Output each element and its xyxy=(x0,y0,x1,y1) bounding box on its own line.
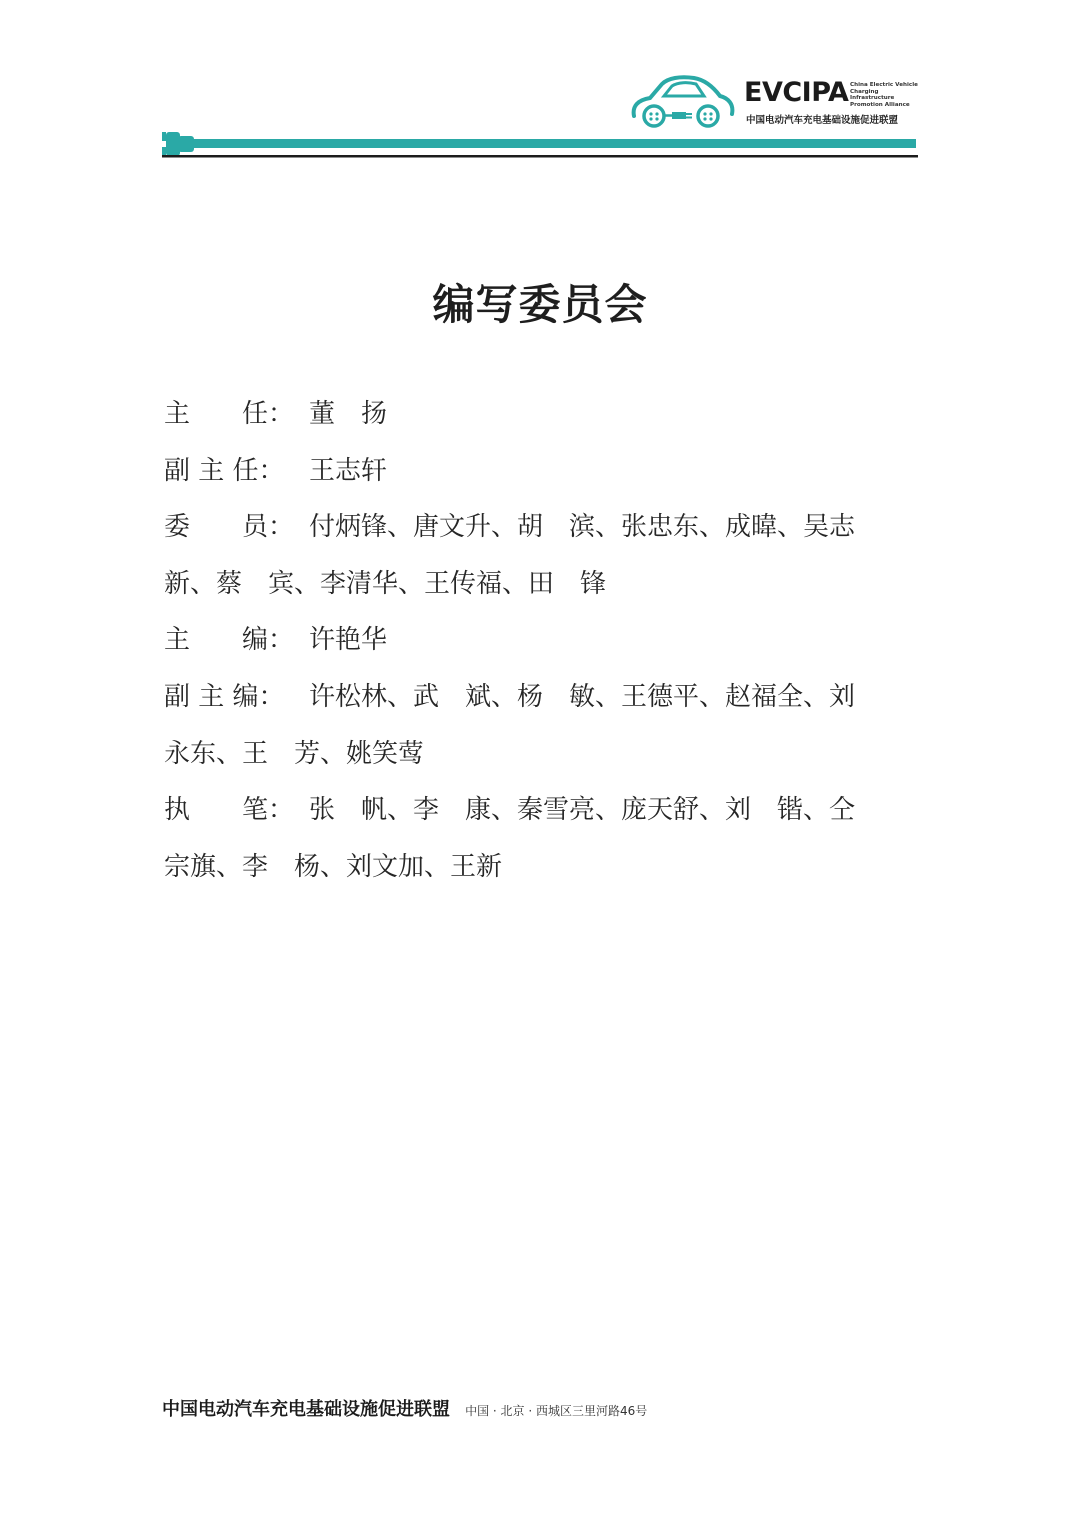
list-item-members xyxy=(164,499,920,612)
role-label: 主 任： xyxy=(164,399,295,429)
brand-english-name: China Electric Vehicle Charging Infrastructure Promotion Alliance xyxy=(850,82,918,108)
brand-name: EVCIPA xyxy=(744,77,849,108)
member-names: 张 帆、李 康、秦雪亮、庞天舒、刘 锴、仝 xyxy=(309,795,856,826)
member-names: 付炳锋、唐文升、胡 滨、张忠东、成暐、吴志 xyxy=(309,512,856,543)
member-names: 许松林、武 斌、杨 敏、王德平、赵福全、刘 xyxy=(309,681,856,712)
committee-list xyxy=(164,386,920,895)
electric-car-plug-icon xyxy=(628,72,736,130)
list-item-director xyxy=(164,386,920,443)
header-divider xyxy=(160,128,920,160)
member-names-continued: 宗旗、李 杨、刘文加、王新 xyxy=(164,851,503,882)
member-names: 董 扬 xyxy=(309,399,388,429)
member-names-continued: 永东、王 芳、姚笑莺 xyxy=(164,738,425,769)
evcipa-logo xyxy=(628,72,920,132)
list-item-deputy-director xyxy=(164,443,920,500)
role-label: 主 编： xyxy=(164,625,295,656)
role-label: 副 主 任： xyxy=(164,455,285,486)
footer-address: 中国 · 北京 · 西城区三里河路46号 xyxy=(465,1404,648,1418)
plug-icon xyxy=(162,132,194,156)
footer-organization: 中国电动汽车充电基础设施促进联盟 xyxy=(162,1399,450,1420)
role-label: 执 笔： xyxy=(164,795,295,826)
list-item-deputy-editors xyxy=(164,669,920,782)
brand-chinese-name: 中国电动汽车充电基础设施促进联盟 xyxy=(746,115,899,126)
page-title: 编写委员会 xyxy=(432,280,648,329)
member-names: 许艳华 xyxy=(309,625,388,656)
page-footer xyxy=(162,1395,647,1421)
list-item-writers xyxy=(164,782,920,895)
member-names-continued: 新、蔡 宾、李清华、王传福、田 锋 xyxy=(164,568,607,599)
list-item-chief-editor xyxy=(164,612,920,669)
role-label: 委 员： xyxy=(164,512,295,543)
member-names: 王志轩 xyxy=(309,455,388,486)
role-label: 副 主 编： xyxy=(164,681,285,712)
